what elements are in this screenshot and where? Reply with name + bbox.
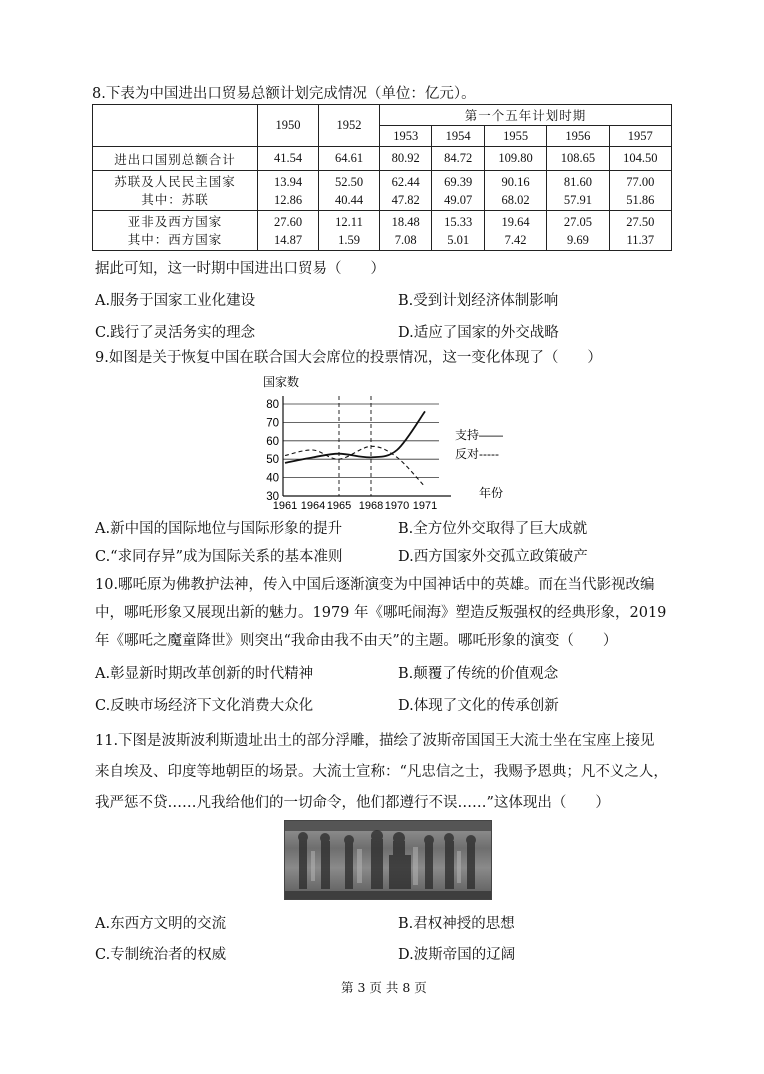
table-cell: 90.16 68.02 [484, 171, 546, 211]
table-row [93, 171, 672, 211]
table-cell: 27.60 14.87 [258, 211, 319, 251]
y-tick-label: 50 [266, 454, 279, 467]
year-header: 1956 [547, 126, 609, 147]
q10-line-2: 中，哪吒形象又展现出新的魅力。1979 年《哪吒闹海》塑造反叛强权的经典形象，2019 [95, 605, 667, 621]
q10-option-a[interactable]: A.彰显新时期改革创新的时代精神 [95, 666, 314, 682]
row-label: 苏联及人民民主国家 [114, 174, 236, 189]
q8-option-a[interactable]: A.服务于国家工业化建设 [95, 293, 256, 309]
q9-option-c[interactable]: C.“求同存异”成为国际关系的基本准则 [95, 549, 343, 565]
q11-line-2: 来自埃及、印度等地朝臣的场景。大流士宣称：“凡忠信之士，我赐予恩典；凡不义之人， [95, 764, 668, 780]
q10-option-c[interactable]: C.反映市场经济下文化消费大众化 [95, 698, 314, 714]
table-cell: 80.92 [380, 147, 432, 171]
support-series-line [285, 411, 425, 463]
q8-prompt: 据此可知，这一时期中国进出口贸易（ ） [95, 261, 385, 277]
table-cell: 69.39 49.07 [432, 171, 484, 211]
y-tick-label: 60 [266, 435, 279, 448]
y-tick-label: 40 [266, 472, 279, 485]
legend-key-oppose: ----- [479, 447, 499, 461]
year-header: 1950 [258, 105, 319, 147]
table-cell: 52.50 40.44 [319, 171, 380, 211]
table-cell: 64.61 [319, 147, 380, 171]
q8-option-d[interactable]: D.适应了国家的外交战略 [398, 325, 559, 341]
table-cell: 27.05 9.69 [547, 211, 609, 251]
q8-option-b[interactable]: B.受到计划经济体制影响 [398, 293, 559, 309]
year-header: 1957 [609, 126, 671, 147]
table-cell: 104.50 [609, 147, 671, 171]
table-cell: 108.65 [547, 147, 609, 171]
legend-label-oppose: 反对 [455, 447, 480, 461]
x-tick-label: 1961 [272, 500, 298, 510]
period-header: 第一个五年计划时期 [380, 105, 672, 126]
q10-line-1: 10.哪吒原为佛教护法神，传入中国后逐渐演变为中国神话中的英雄。而在当代影视改编 [95, 577, 655, 593]
row-label-pair [93, 211, 258, 251]
y-tick-label: 30 [266, 491, 279, 503]
q11-option-c[interactable]: C.专制统治者的权威 [95, 947, 227, 963]
year-header: 1952 [319, 105, 380, 147]
row-label: 亚非及西方国家 [127, 214, 223, 229]
page-footer: 第 3 页 共 8 页 [341, 980, 427, 995]
q11-line-3: 我严惩不贷……凡我给他们的一切命令，他们都遵行不误……”这体现出（ ） [95, 795, 610, 811]
trade-table [92, 104, 672, 251]
table-row [93, 147, 672, 171]
table-cell: 84.72 [432, 147, 484, 171]
x-tick-label: 1970 [384, 500, 410, 510]
y-tick-label: 80 [266, 399, 279, 411]
year-header: 1955 [484, 126, 546, 147]
table-cell: 41.54 [258, 147, 319, 171]
q8-option-c[interactable]: C.践行了灵活务实的理念 [95, 325, 256, 341]
legend-key-support: —— [479, 428, 503, 442]
relief-figures [285, 821, 491, 899]
y-axis-label: 国家数 [263, 375, 300, 389]
q10-line-3: 年《哪吒之魔童降世》则突出“我命由我不由天”的主题。哪吒形象的演变（ ） [95, 633, 618, 649]
row-label: 其中：苏联 [141, 192, 209, 207]
row-label: 其中：西方国家 [127, 232, 223, 247]
table-cell: 27.50 11.37 [609, 211, 671, 251]
persepolis-relief-image [284, 820, 492, 900]
row-label-pair [93, 171, 258, 211]
table-cell: 19.64 7.42 [484, 211, 546, 251]
q10-option-b[interactable]: B.颠覆了传统的价值观念 [398, 666, 559, 682]
table-cell: 77.00 51.86 [609, 171, 671, 211]
x-tick-label: 1965 [326, 500, 352, 510]
x-tick-label: 1964 [300, 500, 326, 510]
year-header: 1953 [380, 126, 432, 147]
table-cell: 15.33 5.01 [432, 211, 484, 251]
q11-line-1: 11.下图是波斯波利斯遗址出土的部分浮雕，描绘了波斯帝国国王大流士坐在宝座上接见 [95, 733, 655, 749]
x-tick-label: 1971 [412, 500, 438, 510]
q9-option-b[interactable]: B.全方位外交取得了巨大成就 [398, 521, 588, 537]
q11-option-b[interactable]: B.君权神授的思想 [398, 916, 515, 932]
legend-label-support: 支持 [455, 428, 480, 442]
table-cell: 62.44 47.82 [380, 171, 432, 211]
y-tick-label: 70 [266, 417, 279, 430]
year-header: 1954 [432, 126, 484, 147]
q9-stem: 9.如图是关于恢复中国在联合国大会席位的投票情况，这一变化体现了（ ） [95, 350, 602, 366]
x-tick-label: 1968 [358, 500, 384, 510]
table-row [93, 211, 672, 251]
oppose-series-line [285, 446, 425, 486]
table-cell: 109.80 [484, 147, 546, 171]
q8-stem: 8.下表为中国进出口贸易总额计划完成情况（单位：亿元）。 [92, 86, 476, 102]
q11-option-d[interactable]: D.波斯帝国的辽阔 [398, 947, 516, 963]
table-cell: 13.94 12.86 [258, 171, 319, 211]
q11-option-a[interactable]: A.东西方文明的交流 [95, 916, 227, 932]
q9-option-d[interactable]: D.西方国家外交孤立政策破产 [398, 549, 588, 565]
table-cell: 81.60 57.91 [547, 171, 609, 211]
table-cell: 18.48 7.08 [380, 211, 432, 251]
table-corner [93, 105, 258, 147]
q10-option-d[interactable]: D.体现了文化的传承创新 [398, 698, 559, 714]
row-label: 进出口国别总额合计 [93, 147, 258, 171]
q9-option-a[interactable]: A.新中国的国际地位与国际形象的提升 [95, 521, 343, 537]
table-cell: 12.11 1.59 [319, 211, 380, 251]
vote-chart [255, 370, 515, 510]
x-axis-label: 年份 [479, 486, 504, 500]
